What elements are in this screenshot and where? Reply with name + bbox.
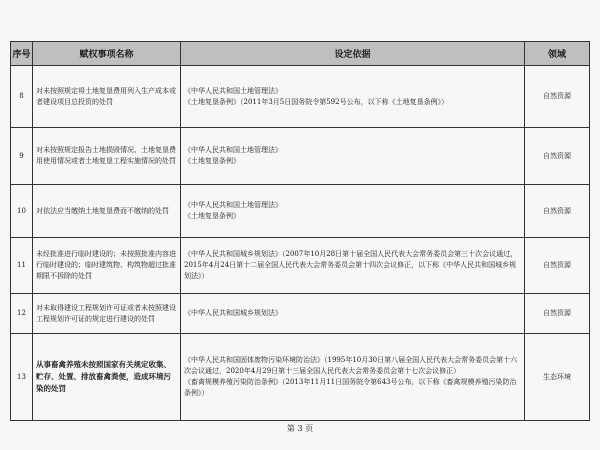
table-row: [11, 185, 590, 238]
basis-line: 《土地复垦条例》: [184, 212, 240, 220]
basis-line: 《中华人民共和国土地管理法》: [184, 86, 282, 95]
basis-line: 《土地复垦条例》（2011年3月5日国务院令第592号公布，以下称《土地复垦条例》）: [184, 97, 449, 106]
table-row: [11, 334, 590, 421]
row-no: 13: [11, 334, 33, 421]
row-item: 对未取得建设工程规划许可证或者未按照建设工程规划许可证的规定进行建设的处罚: [33, 294, 181, 334]
basis-line: 《畜禽规模养殖污染防治条例》（2013年11月11日国务院令第643号公布，以下称《畜禽规模养殖污染防治条例》）: [184, 378, 517, 397]
row-basis: [181, 294, 525, 334]
basis-line: 《中华人民共和国城乡规划法》: [184, 309, 282, 317]
row-domain: 自然资源: [525, 128, 590, 185]
table-row: [11, 294, 590, 334]
header-no: 序号: [11, 42, 33, 66]
basis-line: 《中华人民共和国固体废物污染环境防治法》（1995年10月30日第八届全国人民代表大会常务委员会第十六次会议通过，2020年4月29日第十三届全国人民代表大会常务委员会第十七次会议修正）: [184, 356, 518, 375]
row-item: 对依法应当缴纳土地复垦费而不缴纳的处罚: [33, 185, 181, 238]
row-item: 未经批准进行临时建设的；未按照批准内容进行临时建设的；临时建筑物、构筑物超过批准期限不拆除的处罚: [33, 238, 181, 294]
row-item: 从事畜禽养殖未按照国家有关规定收集、贮存、处置、排放畜禽粪便，造成环境污染的处罚: [33, 334, 181, 421]
basis-line: 《中华人民共和国土地管理法》: [184, 146, 282, 154]
row-basis: [181, 128, 525, 185]
row-no: 12: [11, 294, 33, 334]
row-domain: 自然资源: [525, 294, 590, 334]
header-item: 赋权事项名称: [33, 42, 181, 66]
basis-line: 《土地复垦条例》: [184, 157, 240, 165]
row-item: 对未按照规定将土地复垦费用列入生产成本或者建设项目总投资的处罚: [33, 66, 181, 128]
table-header-row: [11, 42, 590, 66]
row-domain: 自然资源: [525, 238, 590, 294]
header-basis: 设定依据: [181, 42, 525, 66]
row-no: 9: [11, 128, 33, 185]
row-basis: [181, 334, 525, 421]
page-number: 第 3 页: [286, 424, 314, 433]
row-no: 11: [11, 238, 33, 294]
row-domain: 生态环境: [525, 334, 590, 421]
row-domain: 自然资源: [525, 185, 590, 238]
table-row: [11, 238, 590, 294]
table-row: [11, 128, 590, 185]
basis-line: 《中华人民共和国土地管理法》: [184, 201, 282, 209]
row-item: 对未按照规定报告土地损毁情况、土地复垦费用使用情况或者土地复垦工程实施情况的处罚: [33, 128, 181, 185]
row-basis: [181, 185, 525, 238]
row-no: 10: [11, 185, 33, 238]
row-domain: 自然资源: [525, 66, 590, 128]
row-basis: [181, 66, 525, 128]
authority-table: [10, 41, 590, 421]
basis-line: 《中华人民共和国城乡规划法》（2007年10月28日第十届全国人民代表大会常务委员会第三十次会议通过，2015年4月24日第十二届全国人民代表大会常务委员会第十四次会议修正，以下称《中华人民共和国城乡规划法》）: [184, 250, 518, 280]
row-basis: [181, 238, 525, 294]
header-domain: 领域: [525, 42, 590, 66]
row-no: 8: [11, 66, 33, 128]
table-row: [11, 66, 590, 128]
